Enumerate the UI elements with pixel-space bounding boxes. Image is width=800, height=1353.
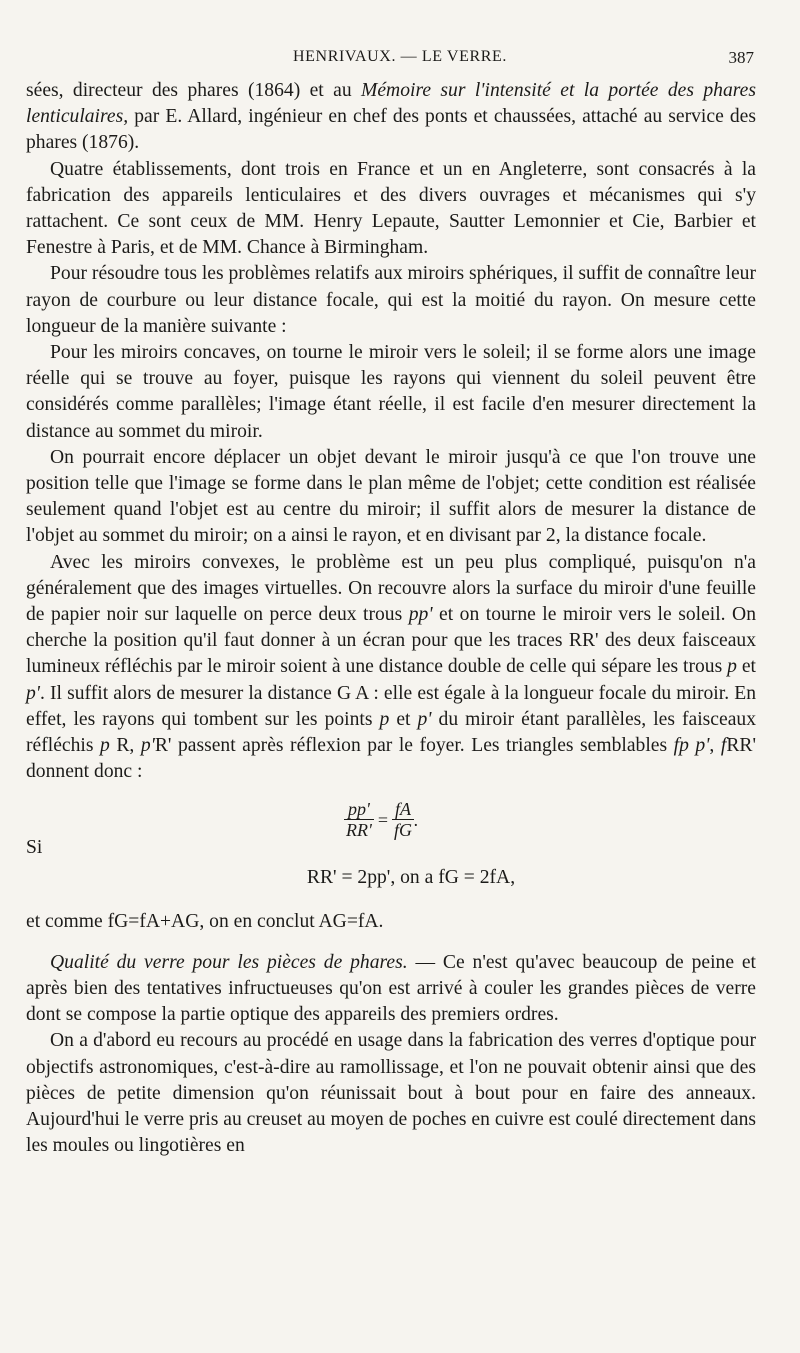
spacer — [26, 936, 756, 950]
text-run: du miroir étant parallèles, les faisceaux réfléchis — [26, 708, 756, 757]
text-run: et — [736, 656, 756, 678]
book-title-italic: Mémoire sur l'intensité et la portée des phares lenticulaires, — [26, 80, 756, 128]
spacer — [26, 895, 756, 909]
section-title-italic: Qualité du verre pour les pièces de phares. — [50, 951, 408, 973]
running-head: HENRIVAUX. — LE VERRE. — [293, 48, 507, 65]
text-run: par E. Allard, ingénieur en chef des ponts et chaussées, attaché au service des phares (1876). — [26, 106, 756, 154]
text-run: . Il suffit alors de mesurer la distance G A : elle est égale à la longueur focale du miroir. En effet, les rayons qui tombent sur les points — [26, 682, 756, 730]
math-symbol: p — [727, 656, 737, 678]
formula-period: . — [414, 809, 419, 830]
fraction-equation — [344, 799, 419, 840]
paragraph-5: On pourrait encore déplacer un objet devant le miroir jusqu'à ce que l'on trouve une position telle que l'image se forme dans le plan même de l'objet; cette condition est réalisée seulement quand l'objet est au centre du miroir; il suffit alors de mesurer la distance de l'objet au sommet du miroir; on a ainsi le rayon, et en divisant par 2, la distance focale. — [26, 446, 756, 547]
formula-condition: RR' = 2pp', on a fG = 2fA, — [306, 867, 516, 889]
page-number: 387 — [728, 48, 754, 67]
denominator-right: fG — [394, 820, 412, 841]
paragraph-1 — [26, 78, 756, 157]
paragraph-4: Pour les miroirs concaves, on tourne le miroir vers le soleil; il se forme alors une image réelle qui se trouve au foyer, puisque les rayons qui viennent du soleil peuvent être considérés comme parallèles; l'image étant réelle, il est facile d'en mesurer directement la distance au sommet du miroir. — [26, 342, 756, 442]
text-run: Avec les miroirs convexes, le problème est un peu plus compliqué, puisqu'on n'a généralement que des images virtuelles. On recouvre alors la surface du miroir d'une feuille de papier noir sur laquelle on perce deux trous — [26, 551, 756, 626]
text-run: R' passent après réflexion par le foyer. Les triangles semblables — [154, 735, 674, 757]
math-symbol: p' — [140, 735, 155, 757]
math-symbol: p — [99, 735, 110, 757]
math-symbol: p' — [417, 708, 432, 730]
si-label: Si — [26, 837, 43, 859]
text-run: sées, directeur des phares (1864) et au — [26, 80, 362, 101]
paragraph-3: Pour résoudre tous les problèmes relatifs aux miroirs sphériques, il suffit de connaître leur rayon de courbure ou leur distance focale, qui est la moitié du rayon. On mesure cette longueur de la manière suivante : — [26, 263, 756, 337]
paragraph-8 — [26, 950, 756, 1029]
math-symbol: f — [720, 735, 727, 757]
paragraph-6 — [26, 550, 756, 786]
fraction-right — [392, 799, 414, 840]
math-symbol: fp p' — [673, 735, 710, 757]
fraction-left — [344, 799, 374, 840]
text-run: et — [389, 708, 418, 730]
formula-proportion — [26, 791, 756, 859]
paragraph-7: et comme fG=fA+AG, on en conclut AG=fA. — [26, 911, 384, 933]
paragraph-2: Quatre établissements, dont trois en France et un en Angleterre, sont consacrés à la fabrication des appareils lenticulaires et des divers ouvrages et mécanismes qui s'y rattachent. Ce sont ceux de MM. Henry Lepaute, Sautter Lemonnier et Cie, Barbier et Fenestre à Paris, et de MM. Chance à Birmingham. — [26, 158, 756, 259]
paragraph-9: On a d'abord eu recours au procédé en usage dans la fabrication des verres d'optique pour objectifs astronomiques, c'est-à-dire au ramollissage, et l'on ne pouvait obtenir ainsi que des pièces de petite dimension qu'on réunissait bout à bout pour en faire des anneaux. Aujourd'hui le verre pris au creuset au moyen de poches en cuivre est coulé directement dans les moules ou lingotières en — [26, 1030, 756, 1157]
text-run: , — [709, 735, 721, 757]
page-header — [0, 44, 800, 74]
denominator-left: RR' — [346, 820, 372, 841]
numerator-right: fA — [395, 799, 411, 820]
math-symbol: pp' — [408, 604, 433, 626]
text-run: et on tourne le miroir vers le soleil. On cherche la position qu'il faut donner à un écran pour que les traces RR' des deux faisceaux lumineux réfléchis par le miroir soient à une distance double de celle qui sépare les trous — [26, 604, 756, 678]
text-run: RR' donnent donc : — [26, 735, 756, 783]
numerator-left: pp' — [347, 799, 370, 820]
body-text — [26, 78, 756, 1159]
math-symbol: p' — [26, 682, 40, 704]
text-run: R, — [109, 735, 141, 757]
math-symbol: p — [379, 708, 390, 730]
text-run: — Ce n'est qu'avec beaucoup de peine et après bien des tentatives infructueuses qu'on est arrivé à couler les grandes pièces de verre dont se compose la partie optique des appareils des premiers ordres. — [26, 951, 756, 1026]
equals-sign: = — [377, 809, 388, 830]
